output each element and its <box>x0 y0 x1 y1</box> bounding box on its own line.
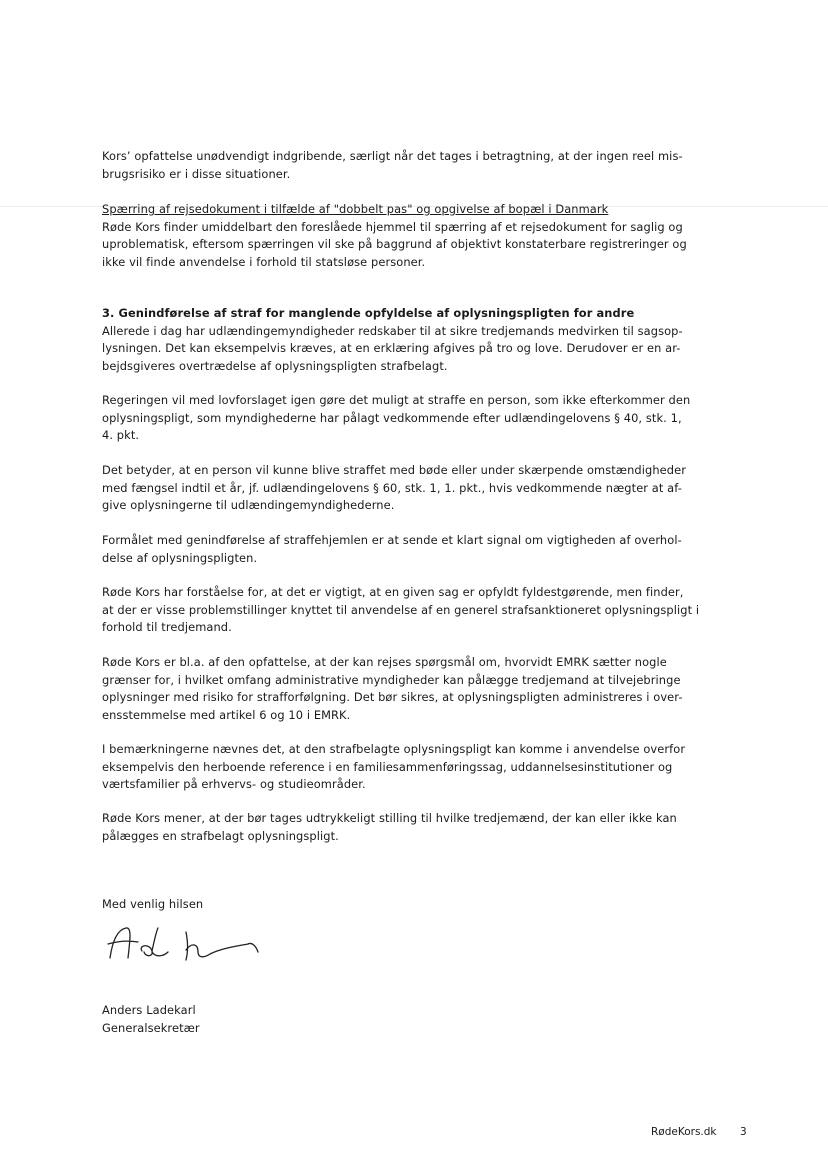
paragraph <box>102 462 720 515</box>
line: delse af oplysningspligten. <box>102 550 258 565</box>
line: give oplysningerne til udlændingemyndighederne. <box>102 498 395 513</box>
line: eksempelvis den herboende reference i en familiesammenføringssag, uddannelsesinstitutioner og <box>102 759 673 774</box>
line: Allerede i dag har udlændingemyndigheder redskaber til at sikre tredjemands medvirken til sagsop- <box>102 323 683 338</box>
paragraph <box>102 654 720 724</box>
paragraph <box>102 810 720 845</box>
line: ikke vil finde anvendelse i forhold til statsløse personer. <box>102 254 426 269</box>
line: Røde Kors mener, at der bør tages udtrykkeligt stilling til hvilke tredjemænd, der kan eller ikke kan <box>102 811 677 825</box>
line: grænser for, i hvilket omfang administrative myndigheder kan pålægge tredjemand at tilvejebringe <box>102 672 681 687</box>
line: Røde Kors har forståelse for, at det er vigtigt, at en given sag er opfyldt fyldestgørende, men finder, <box>102 585 684 599</box>
closing-text: Med venlig hilsen <box>102 897 204 911</box>
paragraph <box>102 532 720 567</box>
line: værtsfamilier på erhvervs- og studieområder. <box>102 777 366 792</box>
line: Røde Kors finder umiddelbart den foreslåede hjemmel til spærring af et rejsedokument for saglig og <box>102 219 683 234</box>
paragraph <box>102 741 720 794</box>
line: 4. pkt. <box>102 428 140 443</box>
line: I bemærkningerne nævnes det, at den strafbelagte oplysningspligt kan komme i anvendelse overfor <box>102 742 686 756</box>
line: Formålet med genindførelse af straffehjemlen er at sende et klart signal om vigtigheden af overhol- <box>102 533 682 547</box>
line: forhold til tredjemand. <box>102 620 232 635</box>
section-3 <box>102 305 720 375</box>
line: oplysningspligt, som myndighederne har pålagt vedkommende efter udlændingelovens § 40, stk. 1, <box>102 410 682 425</box>
line: Kors’ opfattelse unødvendigt indgribende, særligt når det tages i betragtning, at der ingen reel mis- <box>102 149 683 163</box>
line: at der er visse problemstillinger knyttet til anvendelse af en generel strafsanktioneret oplysningspligt i <box>102 602 700 617</box>
line: pålægges en strafbelagt oplysningspligt. <box>102 828 339 843</box>
subsection <box>102 201 720 271</box>
signer-title: Generalsekretær <box>102 1020 200 1035</box>
page-number: 3 <box>740 1126 747 1138</box>
line: oplysninger med risiko for strafforfølgning. Det bør sikres, at oplysningspligten administreres i over- <box>102 690 683 705</box>
section-heading: 3. Genindførelse af straf for manglende opfyldelse af oplysningspligten for andre <box>102 306 635 320</box>
signer-name: Anders Ladekarl <box>102 1003 196 1017</box>
line: bejdsgiveres overtrædelse af oplysningspligten strafbelagt. <box>102 358 448 373</box>
line: Regeringen vil med lovforslaget igen gøre det muligt at straffe en person, som ikke efterkommer den <box>102 393 691 407</box>
paragraph <box>102 392 720 445</box>
paragraph <box>102 584 720 637</box>
line: med fængsel indtil et år, jf. udlændingelovens § 60, stk. 1, 1. pkt., hvis vedkommende nægter at af- <box>102 480 682 495</box>
line: lysningen. Det kan eksempelvis kræves, at en erklæring afgives på tro og love. Derudover er en ar- <box>102 341 681 356</box>
line: uproblematisk, eftersom spærringen vil ske på baggrund af objektivt konstaterbare registreringer og <box>102 237 687 252</box>
signer-block <box>102 1002 720 1037</box>
footer-site: RødeKors.dk <box>651 1126 717 1138</box>
intro-paragraph <box>102 148 720 183</box>
closing <box>102 896 720 914</box>
line: brugsrisiko er i disse situationer. <box>102 166 291 181</box>
line: ensstemmelse med artikel 6 og 10 i EMRK. <box>102 707 351 722</box>
line: Røde Kors er bl.a. af den opfattelse, at der kan rejses spørgsmål om, hvorvidt EMRK sætter nogle <box>102 655 667 669</box>
handwritten-signature <box>104 918 274 978</box>
subsection-heading: Spærring af rejsedokument i tilfælde af "dobbelt pas" og opgivelse af bopæl i Danmark <box>102 202 609 216</box>
line: Det betyder, at en person vil kunne blive straffet med bøde eller under skærpende omstændigheder <box>102 463 686 477</box>
